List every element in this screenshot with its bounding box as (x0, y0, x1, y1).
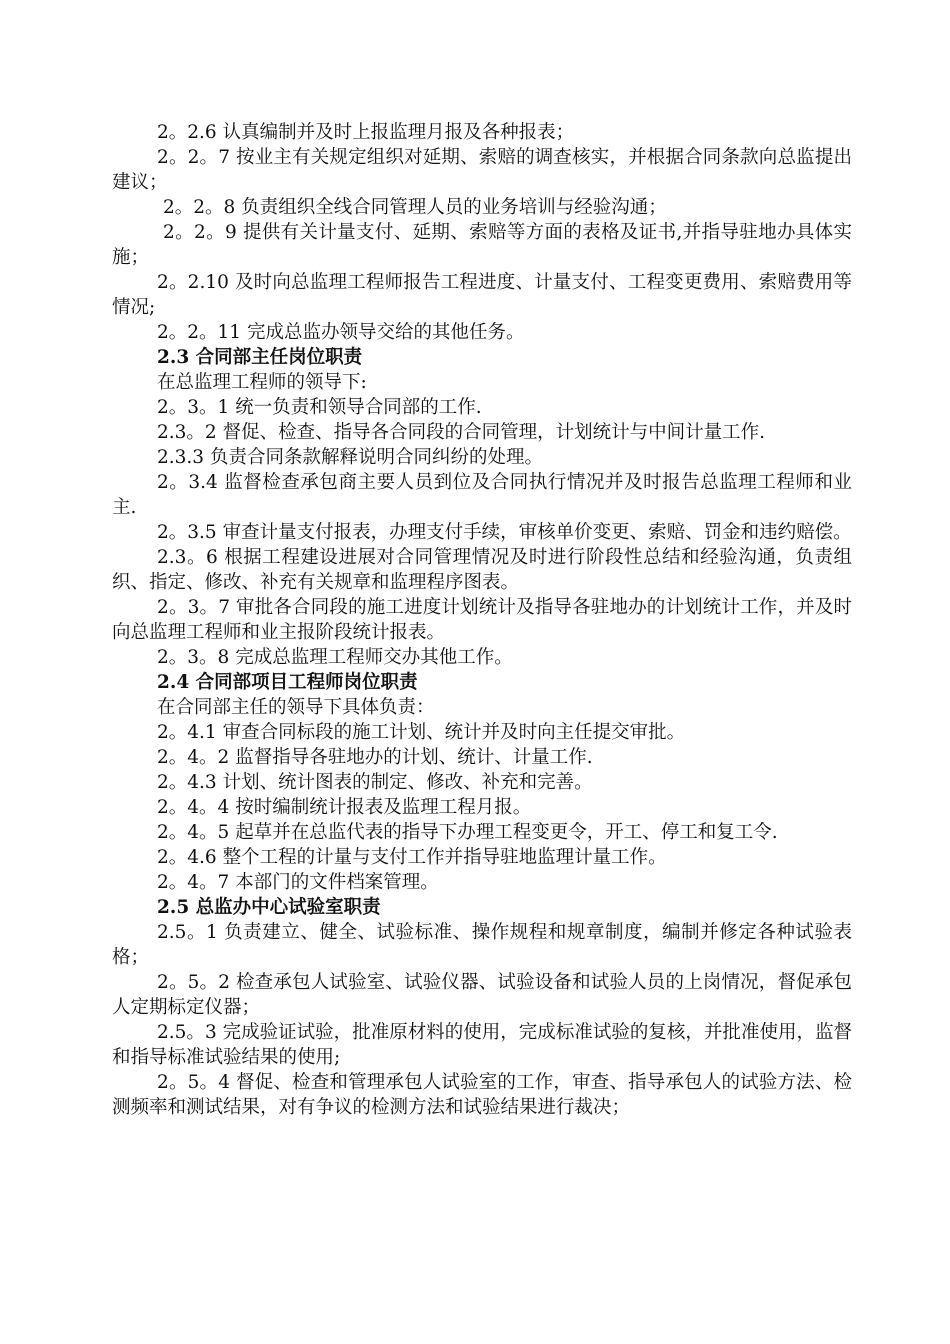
paragraph-2-4-7: 2。4。7 本部门的文件档案管理。 (157, 872, 439, 893)
paragraph-2-3-7: 2。3。7 审批各合同段的施工进度计划统计及指导各驻地办的计划统计工作，并及时向总监理工程师和业主报阶段统计报表。 (112, 597, 852, 643)
paragraph-2-4-1: 2。4.1 审查合同标段的施工计划、统计并及时向主任提交审批。 (157, 722, 686, 743)
paragraph-2-3-5: 2。3.5 审查计量支付报表，办理支付手续，审核单价变更、索赔、罚金和违约赔偿。 (157, 522, 852, 543)
paragraph-2-3-3: 2.3.3 负责合同条款解释说明合同纠纷的处理。 (157, 447, 543, 468)
paragraph-2-4-6: 2。4.6 整个工程的计量与支付工作并指导驻地监理计量工作。 (157, 847, 667, 868)
paragraph-2-5-1: 2.5。1 负责建立、健全、试验标准、操作规程和规章制度，编制并修定各种试验表格； (112, 922, 852, 968)
paragraph-2-4-2: 2。4。2 监督指导各驻地办的计划、统计、计量工作. (157, 747, 593, 768)
paragraph-2-4-5: 2。4。5 起草并在总监代表的指导下办理工程变更令，开工、停工和复工令. (157, 822, 778, 843)
paragraph-2-2-7: 2。2。7 按业主有关规定组织对延期、索赔的调查核实，并根据合同条款向总监提出建议； (112, 147, 852, 193)
paragraph-2-5-4: 2。5。4 督促、检查和管理承包人试验室的工作，审查、指导承包人的试验方法、检测频率和测试结果，对有争议的检测方法和试验结果进行裁决； (112, 1072, 852, 1118)
paragraph-2-4-3: 2。4.3 计划、统计图表的制定、修改、补充和完善。 (157, 772, 593, 793)
paragraph-2-2-11: 2。2。11 完成总监办领导交给的其他任务。 (157, 322, 525, 343)
section-heading-2-5: 2.5 总监办中心试验室职责 (157, 897, 381, 918)
paragraph-2-3-intro: 在总监理工程师的领导下: (157, 372, 367, 393)
paragraph-2-3-8: 2。3。8 完成总监理工程师交办其他工作。 (157, 647, 513, 668)
paragraph-2-2-10: 2。2.10 及时向总监理工程师报告工程进度、计量支付、工程变更费用、索赔费用等情况; (112, 272, 852, 318)
paragraph-2-3-4: 2。3.4 监督检查承包商主要人员到位及合同执行情况并及时报告总监理工程师和业主. (112, 472, 852, 518)
paragraph-2-3-2: 2.3。2 督促、检查、指导各合同段的合同管理，计划统计与中间计量工作. (157, 422, 765, 443)
paragraph-2-2-9: 2。2。9 提供有关计量支付、延期、索赔等方面的表格及证书,并指导驻地办具体实施； (112, 222, 852, 268)
section-heading-2-3: 2.3 合同部主任岗位职责 (157, 347, 363, 368)
section-heading-2-4: 2.4 合同部项目工程师岗位职责 (157, 672, 418, 693)
paragraph-2-3-6: 2.3。6 根据工程建设进展对合同管理情况及时进行阶段性总结和经验沟通，负责组织、指定、修改、补充有关规章和监理程序图表。 (112, 547, 852, 593)
paragraph-2-4-intro: 在合同部主任的领导下具体负责： (157, 697, 435, 718)
paragraph-2-5-3: 2.5。3 完成验证试验，批准原材料的使用，完成标准试验的复核，并批准使用，监督和指导标准试验结果的使用; (112, 1022, 852, 1068)
document-page (112, 120, 852, 1120)
paragraph-2-3-1: 2。3。1 统一负责和领导合同部的工作. (157, 397, 482, 418)
paragraph-2-2-6: 2。2.6 认真编制并及时上报监理月报及各种报表； (157, 122, 575, 143)
paragraph-2-2-8: 2。2。8 负责组织全线合同管理人员的业务培训与经验沟通； (163, 197, 667, 218)
paragraph-2-4-4: 2。4。4 按时编制统计报表及监理工程月报。 (157, 797, 532, 818)
paragraph-2-5-2: 2。5。2 检查承包人试验室、试验仪器、试验设备和试验人员的上岗情况，督促承包人定期标定仪器； (112, 972, 852, 1018)
